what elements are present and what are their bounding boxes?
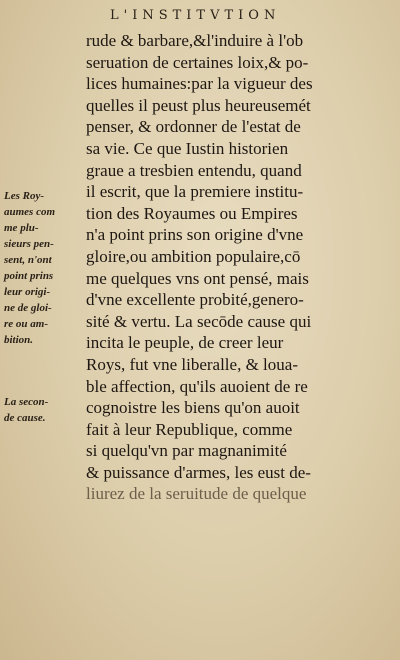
text-line: sa vie. Ce que Iustin historien <box>86 138 289 158</box>
text-line: n'a point prins son origine d'vne <box>86 225 304 245</box>
margin-note-line: aumes com <box>4 206 56 218</box>
text-line: fait à leur Republique, comme <box>86 419 293 439</box>
text-line: me quelques vns ont pensé, mais <box>86 268 309 288</box>
running-head: L'INSTITVTION <box>110 8 281 23</box>
margin-note-line: La secon- <box>4 396 49 408</box>
margin-note-second-cause <box>4 394 84 426</box>
text-line: Roys, fut vne liberalle, & loua- <box>86 354 298 374</box>
text-line: si quelqu'vn par magnanimité <box>86 441 287 461</box>
margin-note-line: de cause. <box>4 412 46 424</box>
text-line: liurez de la seruitude de quelque <box>86 484 307 504</box>
text-line: seruation de certaines loix,& po- <box>86 52 309 72</box>
text-line: graue a tresbien entendu, quand <box>86 160 302 180</box>
text-line: gloire,ou ambition populaire,cō <box>86 246 301 266</box>
text-line: penser, & ordonner de l'estat de <box>86 117 301 137</box>
margin-note-line: Les Roy- <box>4 190 45 202</box>
margin-note-kingdoms-origin <box>4 188 84 348</box>
text-line: tion des Royaumes ou Empires <box>86 203 298 223</box>
text-line: il escrit, que la premiere institu- <box>86 182 304 202</box>
text-line: d'vne excellente probité,genero- <box>86 290 304 310</box>
margin-note-line: sieurs pen- <box>4 238 54 250</box>
text-line: cognoistre les biens qu'on auoit <box>86 398 300 418</box>
text-line: & puissance d'armes, les eust de- <box>86 462 311 482</box>
margin-note-line: re ou am- <box>4 318 48 330</box>
margin-note-line: ne de gloi- <box>4 302 52 314</box>
margin-note-line: point prins <box>4 270 54 282</box>
text-line: quelles il peust plus heureusemét <box>86 95 311 115</box>
text-line: rude & barbare,&l'induire à l'ob <box>86 31 304 50</box>
margin-note-line: me plu- <box>4 222 39 234</box>
margin-note-line: leur origi- <box>4 286 51 298</box>
text-line: incita le peuple, de creer leur <box>86 333 284 353</box>
text-line: ble affection, qu'ils auoient de re <box>86 376 308 396</box>
main-text-block <box>86 30 386 505</box>
margin-note-line: bition. <box>4 334 34 346</box>
margin-note-line: sent, n'ont <box>4 254 52 266</box>
text-line: sité & vertu. La secōde cause qui <box>86 311 312 331</box>
text-line: lices humaines:par la vigueur des <box>86 74 313 94</box>
